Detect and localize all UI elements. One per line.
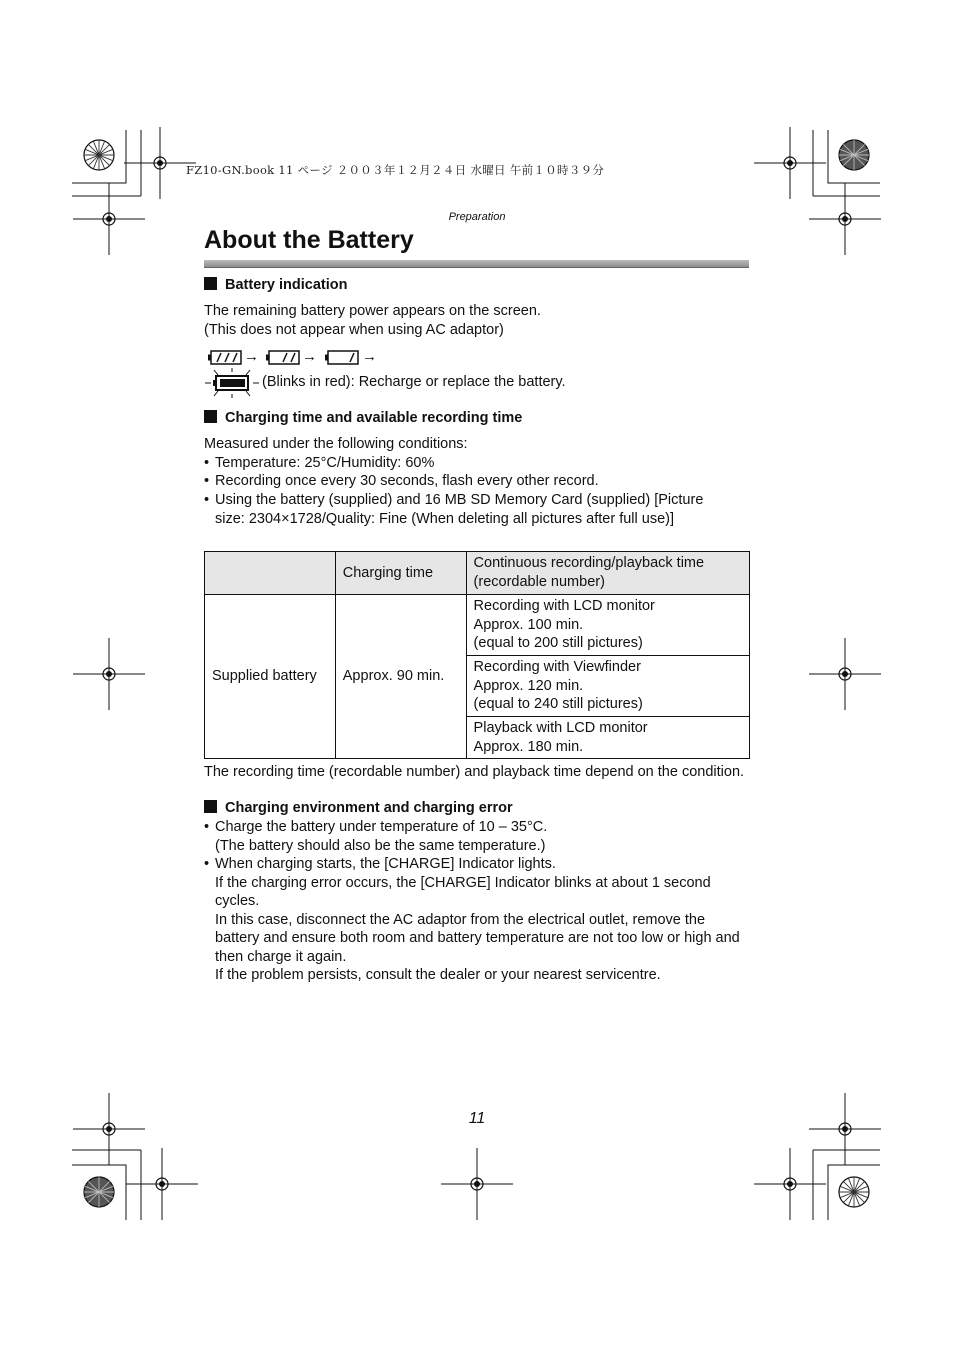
charging-time-heading xyxy=(204,410,522,426)
heading-square-icon xyxy=(204,277,217,290)
heading-square-icon xyxy=(204,410,217,423)
conditions-intro: Measured under the following conditions: xyxy=(204,436,468,452)
bullet-glyph: • xyxy=(204,455,210,471)
environment-continuation: (The battery should also be the same temperature.) xyxy=(215,838,546,854)
mode-line: Approx. 120 min. xyxy=(473,677,584,694)
environment-continuation: In this case, disconnect the AC adaptor from the electrical outlet, remove the xyxy=(215,912,706,928)
heading-text: Charging environment and charging error xyxy=(225,800,513,816)
mode-line: Recording with LCD monitor xyxy=(473,598,655,615)
battery-indication-text-2: (This does not appear when using AC adaptor) xyxy=(204,322,504,338)
table-header-empty-cell xyxy=(205,552,336,595)
battery-type-cell: Supplied battery xyxy=(205,595,336,759)
mode-line: (equal to 240 still pictures) xyxy=(473,696,643,713)
page-title: About the Battery xyxy=(204,226,414,254)
environment-continuation: If the charging error occurs, the [CHARGE] Indicator blinks at about 1 second xyxy=(215,875,711,891)
charging-time-cell: Approx. 90 min. xyxy=(335,595,466,759)
condition-text: Temperature: 25°C/Humidity: 60% xyxy=(215,455,435,471)
charging-environment-heading xyxy=(204,800,513,816)
battery-empty-blinking-icon xyxy=(205,368,259,398)
battery-low-icon xyxy=(325,350,359,365)
heading-square-icon xyxy=(204,800,217,813)
condition-text: Using the battery (supplied) and 16 MB SD Memory Card (supplied) [Picture xyxy=(215,492,704,508)
heading-text: Battery indication xyxy=(225,277,348,293)
environment-continuation: If the problem persists, consult the dealer or your nearest servicentre. xyxy=(215,967,661,983)
environment-text: Charge the battery under temperature of 10 – 35°C. xyxy=(215,819,548,835)
bullet-glyph: • xyxy=(204,856,210,872)
mode-cell xyxy=(466,717,749,759)
mode-line: Approx. 180 min. xyxy=(473,738,584,755)
title-underline-bar xyxy=(204,260,749,268)
environment-continuation: cycles. xyxy=(215,893,260,909)
bullet-glyph: • xyxy=(204,819,210,835)
battery-full-icon xyxy=(208,350,242,365)
mode-line: (equal to 200 still pictures) xyxy=(473,635,643,652)
battery-indication-text-1: The remaining battery power appears on the screen. xyxy=(204,303,541,319)
condition-text: Recording once every 30 seconds, flash every other record. xyxy=(215,473,599,489)
print-header: FZ10-GN.book 11 ページ ２００３年１２月２４日 水曜日 午前１０時３９分 xyxy=(186,163,605,177)
arrow-icon: → xyxy=(244,348,259,365)
battery-indication-heading xyxy=(204,277,347,293)
arrow-icon: → xyxy=(302,348,317,365)
heading-text: Charging time and available recording time xyxy=(225,410,523,426)
recording-time-note: The recording time (recordable number) and playback time depend on the condition. xyxy=(204,764,745,780)
environment-continuation: battery and ensure both room and battery temperature are not too low or high and xyxy=(215,930,740,946)
environment-continuation: then charge it again. xyxy=(215,949,347,965)
header-line: Continuous recording/playback time xyxy=(473,555,705,572)
arrow-icon: → xyxy=(362,348,377,365)
bullet-glyph: • xyxy=(204,473,210,489)
mode-line: Recording with Viewfinder xyxy=(473,659,641,676)
environment-text: When charging starts, the [CHARGE] Indicator lights. xyxy=(215,856,556,872)
table-header-charging-time: Charging time xyxy=(335,552,466,595)
bullet-glyph: • xyxy=(204,492,210,508)
header-line: (recordable number) xyxy=(473,574,605,590)
condition-continuation: size: 2304×1728/Quality: Fine (When deleting all pictures after full use)] xyxy=(215,511,675,527)
battery-two-thirds-icon xyxy=(266,350,300,365)
table-header-continuous-time xyxy=(466,552,749,595)
charging-time-table xyxy=(204,551,750,759)
table-row xyxy=(205,595,750,656)
mode-cell xyxy=(466,595,749,656)
mode-line: Approx. 100 min. xyxy=(473,616,584,633)
section-label: Preparation xyxy=(448,211,506,223)
table-header-row xyxy=(205,552,750,595)
blink-note: (Blinks in red): Recharge or replace the battery. xyxy=(262,374,566,390)
battery-level-sequence xyxy=(208,350,438,366)
mode-line: Playback with LCD monitor xyxy=(473,719,648,736)
page-number: 11 xyxy=(468,1110,486,1127)
mode-cell xyxy=(466,656,749,717)
